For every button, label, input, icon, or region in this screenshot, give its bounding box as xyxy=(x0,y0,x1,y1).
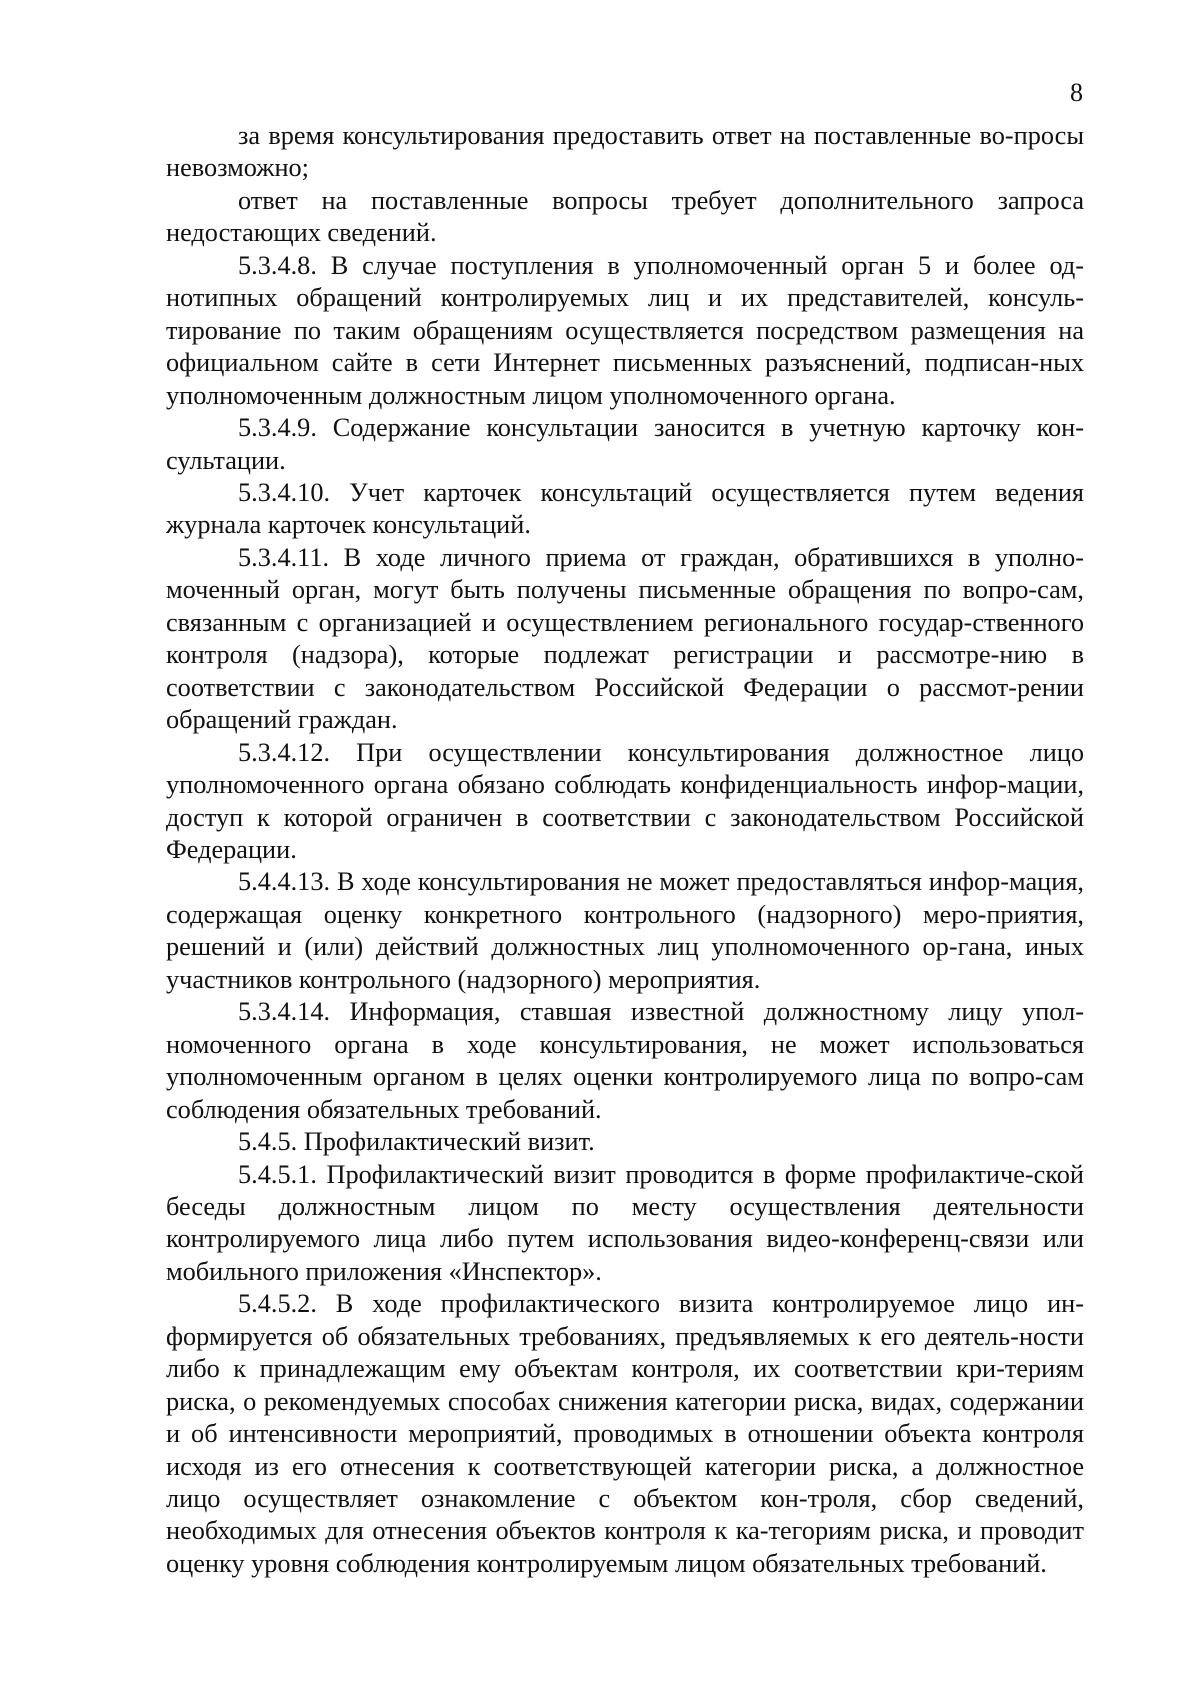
paragraph: 5.4.5.1. Профилактический визит проводится в форме профилактиче-ской беседы должностным лицом по месту осуществления деятельности контролируемого лица либо путем использования видео-конференц-связи или мобильного приложения «Инспектор». xyxy=(166,1159,1084,1286)
paragraph: 5.3.4.9. Содержание консультации заносится в учетную карточку кон-сультации. xyxy=(166,413,1084,475)
paragraph: за время консультирования предоставить ответ на поставленные во-просы невозможно; xyxy=(166,121,1084,183)
paragraph: 5.3.4.12. При осуществлении консультирования должностное лицо уполномоченного органа обязано соблюдать конфиденциальность инфор-мации, доступ к которой ограничен в соответствии с законодательством Российской Федерации. xyxy=(166,737,1084,864)
paragraph: 5.3.4.8. В случае поступления в уполномоченный орган 5 и более од-нотипных обращений контролируемых лиц и их представителей, консуль-тирование по таким обращениям осуществляется посредством размещения на официальном сайте в сети Интернет письменных разъяснений, подписан-ных уполномоченным должностным лицом уполномоченного органа. xyxy=(166,250,1084,410)
paragraph: 5.4.5. Профилактический визит. xyxy=(238,1127,595,1157)
document-body xyxy=(166,120,1084,1580)
paragraph: 5.3.4.11. В ходе личного приема от граждан, обратившихся в уполно-моченный орган, могут быть получены письменные обращения по вопро-сам, связанным с организацией и осуществлением регионального государ-ственного контроля (надзора), которые подлежат регистрации и рассмотре-нию в соответствии с законодательством Российской Федерации о рассмот-рении обращений граждан. xyxy=(166,542,1084,735)
paragraph: 5.3.4.14. Информация, ставшая известной должностному лицу упол-номоченного органа в ходе консультирования, не может использоваться уполномоченным органом в целях оценки контролируемого лица по вопро-сам соблюдения обязательных требований. xyxy=(166,997,1084,1124)
paragraph: 5.4.4.13. В ходе консультирования не может предоставляться инфор-мация, содержащая оценку конкретного контрольного (надзорного) меро-приятия, решений и (или) действий должностных лиц уполномоченного ор-гана, иных участников контрольного (надзорного) мероприятия. xyxy=(166,867,1084,994)
page-number: 8 xyxy=(1070,78,1083,107)
paragraph: 5.3.4.10. Учет карточек консультаций осуществляется путем ведения журнала карточек консультаций. xyxy=(166,477,1084,540)
paragraph: ответ на поставленные вопросы требует дополнительного запроса недостающих сведений. xyxy=(166,185,1084,248)
paragraph: 5.4.5.2. В ходе профилактического визита контролируемое лицо ин-формируется об обязательных требованиях, предъявляемых к его деятель-ности либо к принадлежащим ему объектам контроля, их соответствии кри-териям риска, о рекомендуемых способах снижения категории риска, видах, содержании и об интенсивности мероприятий, проводимых в отношении объекта контроля исходя из его отнесения к соответствующей категории риска, а должностное лицо осуществляет ознакомление с объектом кон-троля, сбор сведений, необходимых для отнесения объектов контроля к ка-тегориям риска, и проводит оценку уровня соблюдения контролируемым лицом обязательных требований. xyxy=(166,1289,1084,1578)
